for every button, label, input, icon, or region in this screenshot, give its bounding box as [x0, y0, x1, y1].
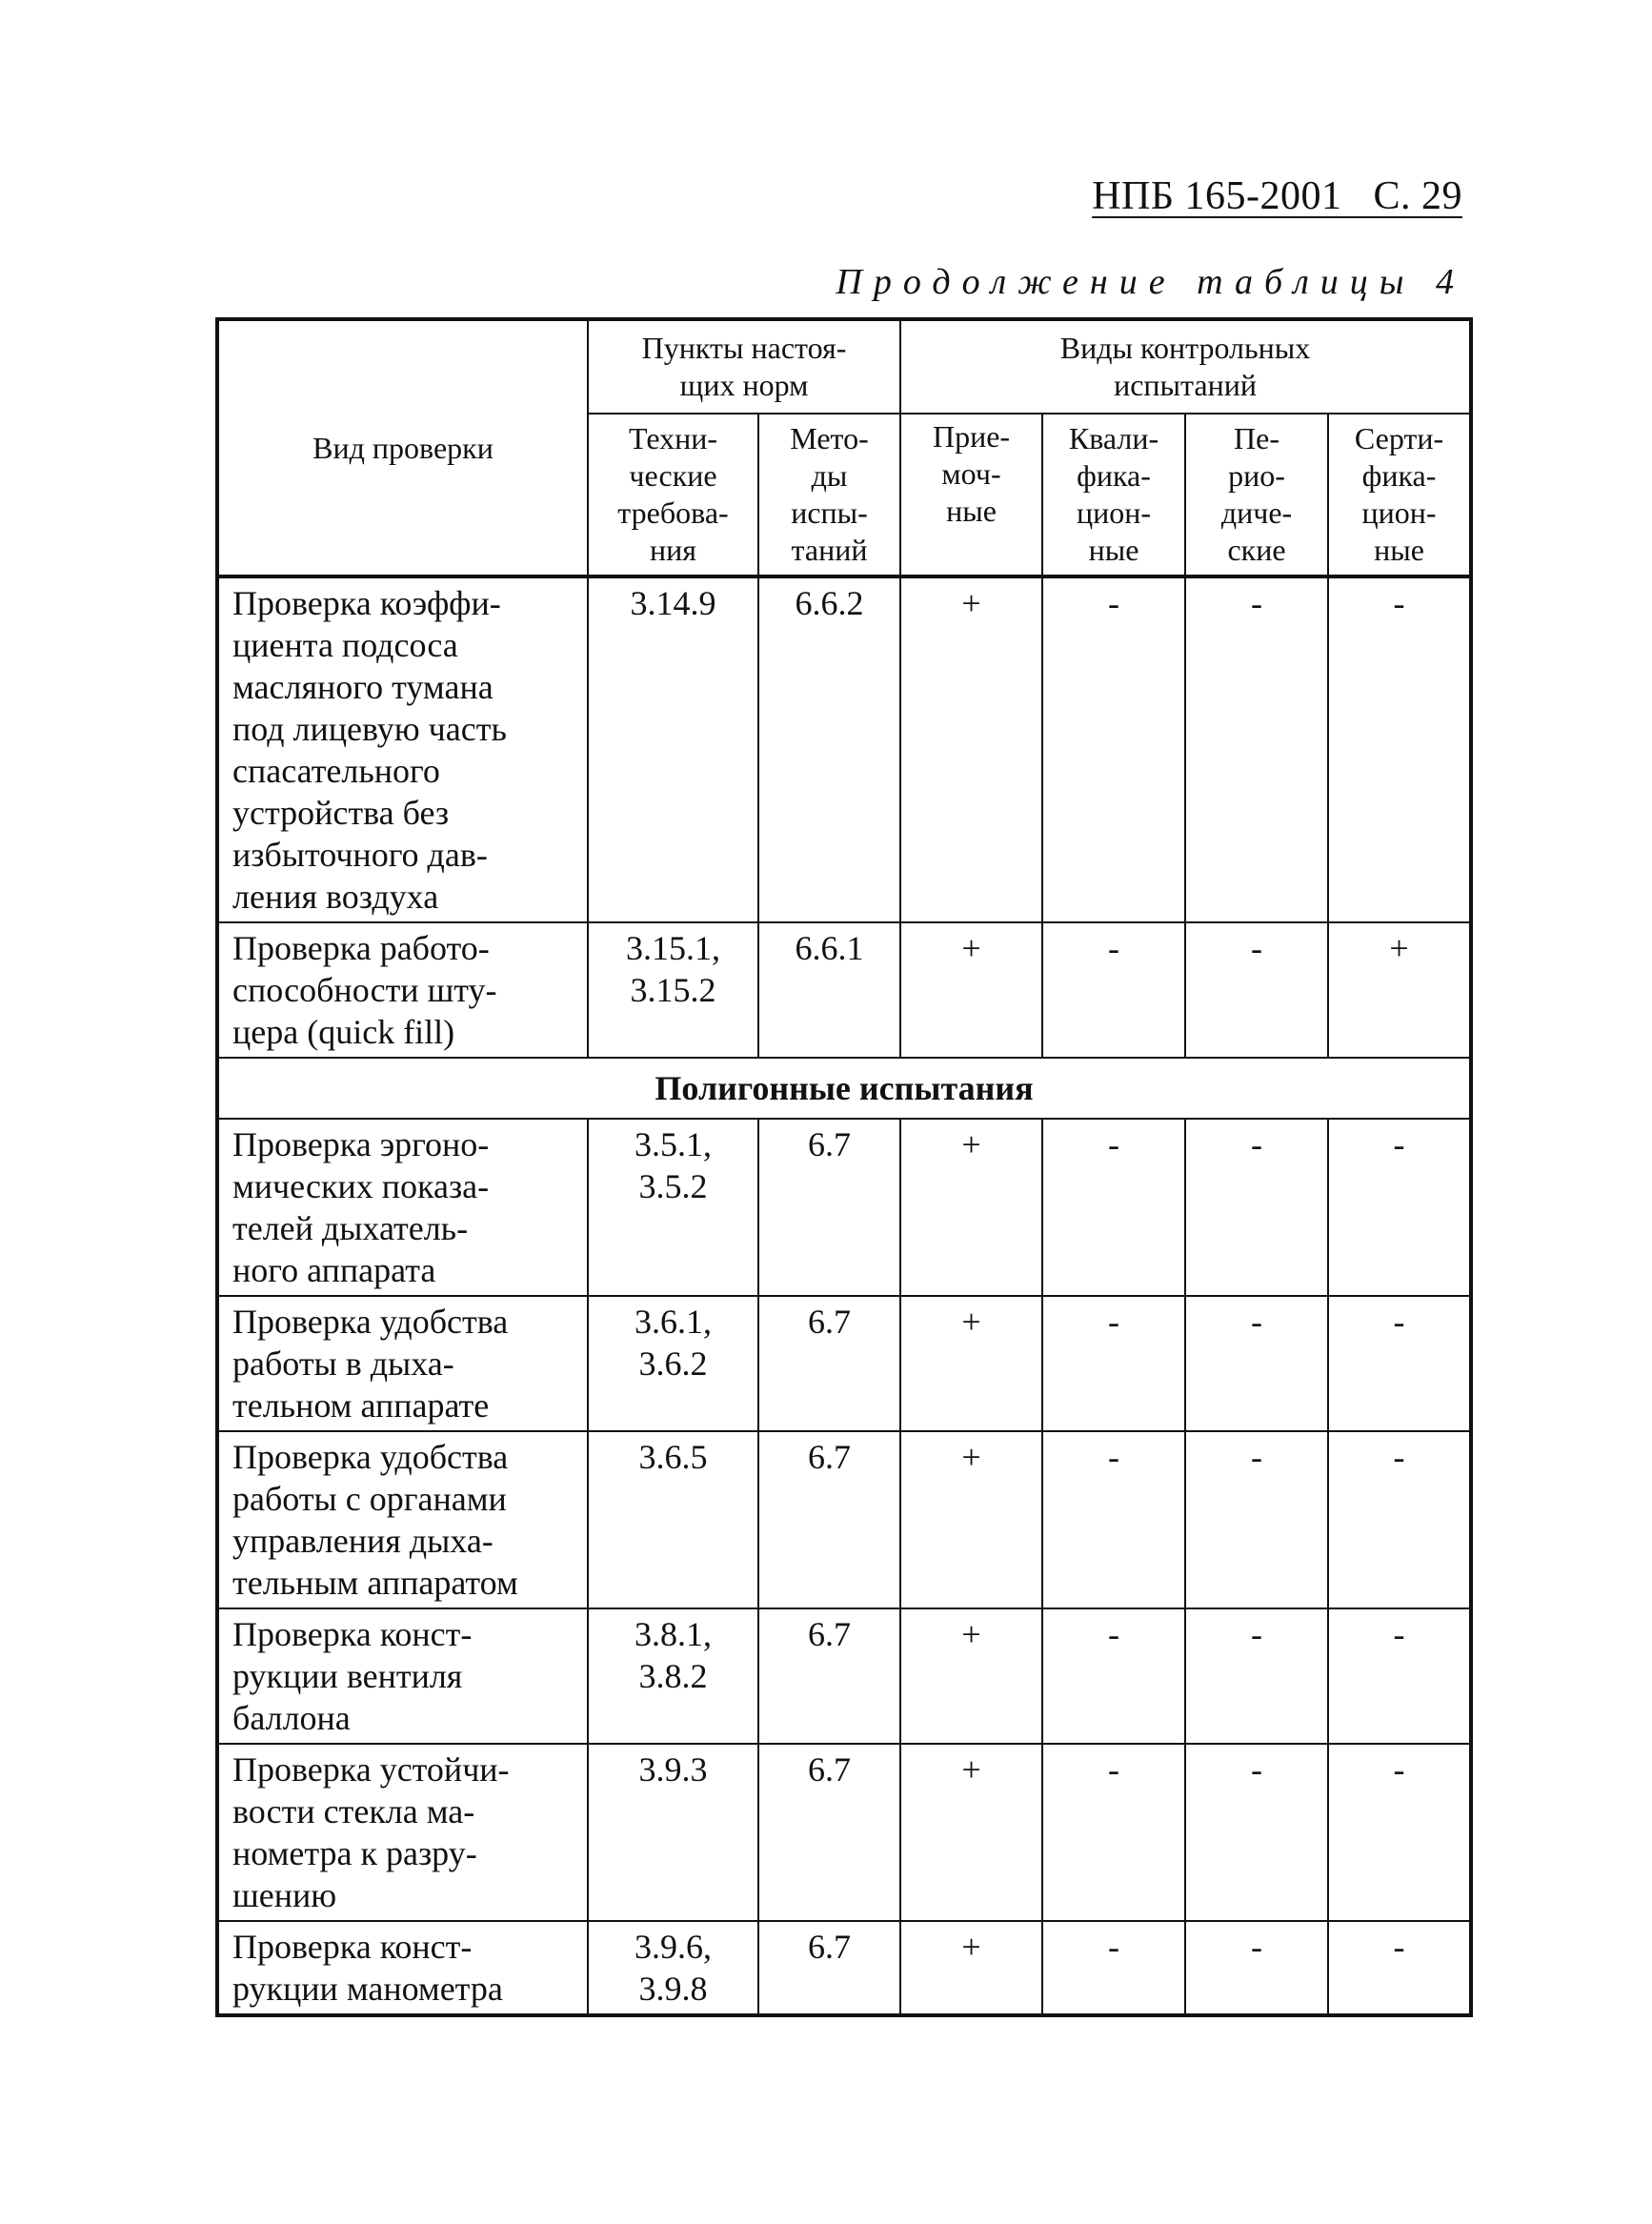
- page-header: НПБ 165-2001 С. 29: [1092, 174, 1462, 218]
- row-certification: -: [1328, 1296, 1471, 1431]
- header-check-type: Вид проверки: [217, 319, 588, 576]
- table-continuation-label: Продолжение таблицы 4: [836, 262, 1465, 302]
- table-row: [217, 1296, 1471, 1431]
- row-periodic: -: [1185, 922, 1328, 1058]
- row-test-method: 6.7: [758, 1296, 900, 1431]
- header-certification: Серти- фика- цион- ные: [1328, 414, 1471, 576]
- row-acceptance: +: [900, 1296, 1042, 1431]
- row-certification: -: [1328, 1431, 1471, 1608]
- row-qualification: -: [1042, 1744, 1185, 1921]
- row-test-method: 6.7: [758, 1608, 900, 1744]
- row-acceptance: +: [900, 576, 1042, 922]
- row-periodic: -: [1185, 1608, 1328, 1744]
- row-certification: -: [1328, 1744, 1471, 1921]
- row-test-method: 6.7: [758, 1119, 900, 1296]
- row-certification: -: [1328, 1608, 1471, 1744]
- table-row: [217, 576, 1471, 922]
- row-check-name: Проверка устойчи- вости стекла ма- нометра к разру- шению: [217, 1744, 588, 1921]
- row-tech-req: 3.9.3: [588, 1744, 758, 1921]
- row-check-name: Проверка работо- способности шту- цера (quick fill): [217, 922, 588, 1058]
- row-certification: -: [1328, 1921, 1471, 2015]
- row-check-name: Проверка коэффи- циента подсоса масляного тумана под лицевую часть спасательного устройства без избыточного дав- ления воздуха: [217, 576, 588, 922]
- row-certification: -: [1328, 1119, 1471, 1296]
- row-qualification: -: [1042, 1431, 1185, 1608]
- table-row: [217, 1744, 1471, 1921]
- row-periodic: -: [1185, 1744, 1328, 1921]
- row-test-method: 6.7: [758, 1744, 900, 1921]
- section-row: [217, 1058, 1471, 1119]
- row-periodic: -: [1185, 1119, 1328, 1296]
- row-check-name: Проверка эргоно- мических показа- телей дыхатель- ного аппарата: [217, 1119, 588, 1296]
- header-acceptance: Прие- моч- ные: [900, 414, 1042, 576]
- header-test-methods: Мето- ды испы- таний: [758, 414, 900, 576]
- header-periodic: Пе- рио- диче- ские: [1185, 414, 1328, 576]
- row-acceptance: +: [900, 1608, 1042, 1744]
- row-check-name: Проверка конст- рукции манометра: [217, 1921, 588, 2015]
- row-qualification: -: [1042, 922, 1185, 1058]
- table-row: [217, 1608, 1471, 1744]
- header-control-tests: Виды контрольных испытаний: [900, 319, 1471, 414]
- row-check-name: Проверка удобства работы с органами управления дыха- тельным аппаратом: [217, 1431, 588, 1608]
- row-test-method: 6.7: [758, 1921, 900, 2015]
- row-acceptance: +: [900, 1119, 1042, 1296]
- row-tech-req: 3.6.5: [588, 1431, 758, 1608]
- row-tech-req: 3.15.1, 3.15.2: [588, 922, 758, 1058]
- row-qualification: -: [1042, 1921, 1185, 2015]
- row-periodic: -: [1185, 576, 1328, 922]
- row-certification: +: [1328, 922, 1471, 1058]
- row-test-method: 6.6.2: [758, 576, 900, 922]
- table-row: [217, 1119, 1471, 1296]
- row-acceptance: +: [900, 922, 1042, 1058]
- row-check-name: Проверка конст- рукции вентиля баллона: [217, 1608, 588, 1744]
- row-acceptance: +: [900, 1744, 1042, 1921]
- row-qualification: -: [1042, 1119, 1185, 1296]
- row-check-name: Проверка удобства работы в дыха- тельном аппарате: [217, 1296, 588, 1431]
- row-test-method: 6.6.1: [758, 922, 900, 1058]
- row-qualification: -: [1042, 576, 1185, 922]
- row-qualification: -: [1042, 1296, 1185, 1431]
- row-tech-req: 3.9.6, 3.9.8: [588, 1921, 758, 2015]
- row-acceptance: +: [900, 1921, 1042, 2015]
- header-tech-req: Техни- ческие требова- ния: [588, 414, 758, 576]
- row-periodic: -: [1185, 1296, 1328, 1431]
- table-row: [217, 1431, 1471, 1608]
- header-row-1: [217, 319, 1471, 414]
- requirements-table: [215, 317, 1473, 2017]
- row-periodic: -: [1185, 1431, 1328, 1608]
- table-row: [217, 922, 1471, 1058]
- table-row: [217, 1921, 1471, 2015]
- header-clauses: Пункты настоя- щих норм: [588, 319, 900, 414]
- row-tech-req: 3.5.1, 3.5.2: [588, 1119, 758, 1296]
- row-qualification: -: [1042, 1608, 1185, 1744]
- row-tech-req: 3.6.1, 3.6.2: [588, 1296, 758, 1431]
- row-tech-req: 3.14.9: [588, 576, 758, 922]
- row-tech-req: 3.8.1, 3.8.2: [588, 1608, 758, 1744]
- section-title: Полигонные испытания: [217, 1058, 1471, 1119]
- header-qualification: Квали- фика- цион- ные: [1042, 414, 1185, 576]
- row-acceptance: +: [900, 1431, 1042, 1608]
- row-periodic: -: [1185, 1921, 1328, 2015]
- row-test-method: 6.7: [758, 1431, 900, 1608]
- row-certification: -: [1328, 576, 1471, 922]
